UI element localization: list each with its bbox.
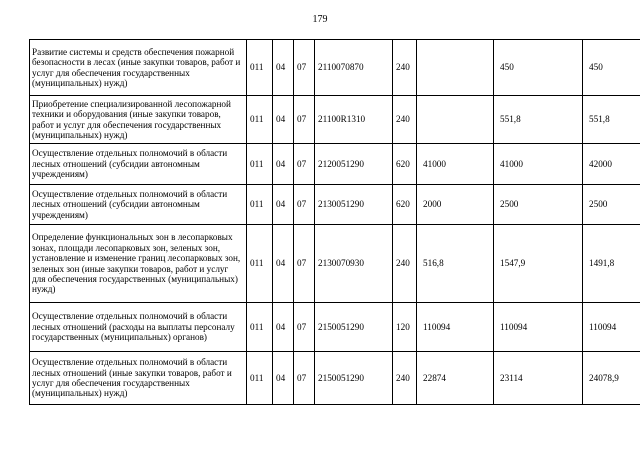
- sub-cell: 07: [294, 185, 315, 225]
- rz-cell: 011: [247, 225, 273, 303]
- table-row: [30, 225, 640, 303]
- vr-cell: 620: [393, 185, 417, 225]
- pr-cell: 04: [273, 144, 294, 185]
- year2-cell: 110094: [494, 303, 583, 352]
- rz-cell: 011: [247, 185, 273, 225]
- year1-cell: 22874: [417, 352, 494, 405]
- year1-cell: 110094: [417, 303, 494, 352]
- rz-cell: 011: [247, 352, 273, 405]
- cs-cell: 2130070930: [315, 225, 393, 303]
- rz-cell: 011: [247, 96, 273, 144]
- row-name-cell: Осуществление отдельных полномочий в области лесных отношений (субсидии автономным учреждениям): [30, 185, 247, 225]
- sub-cell: 07: [294, 352, 315, 405]
- pr-cell: 04: [273, 352, 294, 405]
- vr-cell: 240: [393, 352, 417, 405]
- row-name-cell: Осуществление отдельных полномочий в области лесных отношений (расходы на выплаты персоналу государственных (муниципальных) органов): [30, 303, 247, 352]
- year2-cell: 1547,9: [494, 225, 583, 303]
- page-number: 179: [312, 14, 328, 25]
- sub-cell: 07: [294, 225, 315, 303]
- year1-cell: 41000: [417, 144, 494, 185]
- sub-cell: 07: [294, 96, 315, 144]
- cs-cell: 2130051290: [315, 185, 393, 225]
- year1-cell: 2000: [417, 185, 494, 225]
- rz-cell: 011: [247, 303, 273, 352]
- year3-cell: 110094: [583, 303, 640, 352]
- sub-cell: 07: [294, 303, 315, 352]
- year3-cell: 1491,8: [583, 225, 640, 303]
- year1-cell: 516,8: [417, 225, 494, 303]
- rz-cell: 011: [247, 144, 273, 185]
- sub-cell: 07: [294, 144, 315, 185]
- cs-cell: 2150051290: [315, 352, 393, 405]
- vr-cell: 120: [393, 303, 417, 352]
- year3-cell: 2500: [583, 185, 640, 225]
- year3-cell: 24078,9: [583, 352, 640, 405]
- cs-cell: 2110070870: [315, 40, 393, 96]
- pr-cell: 04: [273, 185, 294, 225]
- table-row: [30, 96, 640, 144]
- table-row: [30, 185, 640, 225]
- year3-cell: 551,8: [583, 96, 640, 144]
- year2-cell: 2500: [494, 185, 583, 225]
- year3-cell: 450: [583, 40, 640, 96]
- vr-cell: 620: [393, 144, 417, 185]
- table-row: [30, 144, 640, 185]
- year1-cell: [417, 40, 494, 96]
- pr-cell: 04: [273, 96, 294, 144]
- vr-cell: 240: [393, 40, 417, 96]
- row-name-cell: Определение функциональных зон в лесопарковых зонах, площади лесопарковых зон, зеленых зон, установление и изменение границ лесопарковых зон, зеленых зон (иные закупки товаров, работ и услуг для обеспечения государственных (муниципальных) нужд): [30, 225, 247, 303]
- year1-cell: [417, 96, 494, 144]
- vr-cell: 240: [393, 225, 417, 303]
- table-row: [30, 352, 640, 405]
- year2-cell: 41000: [494, 144, 583, 185]
- cs-cell: 2120051290: [315, 144, 393, 185]
- year2-cell: 450: [494, 40, 583, 96]
- pr-cell: 04: [273, 225, 294, 303]
- year2-cell: 23114: [494, 352, 583, 405]
- cs-cell: 2150051290: [315, 303, 393, 352]
- budget-table: [29, 39, 640, 405]
- pr-cell: 04: [273, 303, 294, 352]
- row-name-cell: Приобретение специализированной лесопожарной техники и оборудования (иные закупки товаров, работ и услуг для обеспечения государственных (муниципальных) нужд): [30, 96, 247, 144]
- rz-cell: 011: [247, 40, 273, 96]
- row-name-cell: Осуществление отдельных полномочий в области лесных отношений (иные закупки товаров, работ и услуг для обеспечения государственных (муниципальных) нужд): [30, 352, 247, 405]
- sub-cell: 07: [294, 40, 315, 96]
- vr-cell: 240: [393, 96, 417, 144]
- pr-cell: 04: [273, 40, 294, 96]
- table-row: [30, 303, 640, 352]
- cs-cell: 21100R1310: [315, 96, 393, 144]
- year2-cell: 551,8: [494, 96, 583, 144]
- table-row: [30, 40, 640, 96]
- row-name-cell: Осуществление отдельных полномочий в области лесных отношений (субсидии автономным учреждениям): [30, 144, 247, 185]
- year3-cell: 42000: [583, 144, 640, 185]
- row-name-cell: Развитие системы и средств обеспечения пожарной безопасности в лесах (иные закупки товаров, работ и услуг для обеспечения государственных (муниципальных) нужд): [30, 40, 247, 96]
